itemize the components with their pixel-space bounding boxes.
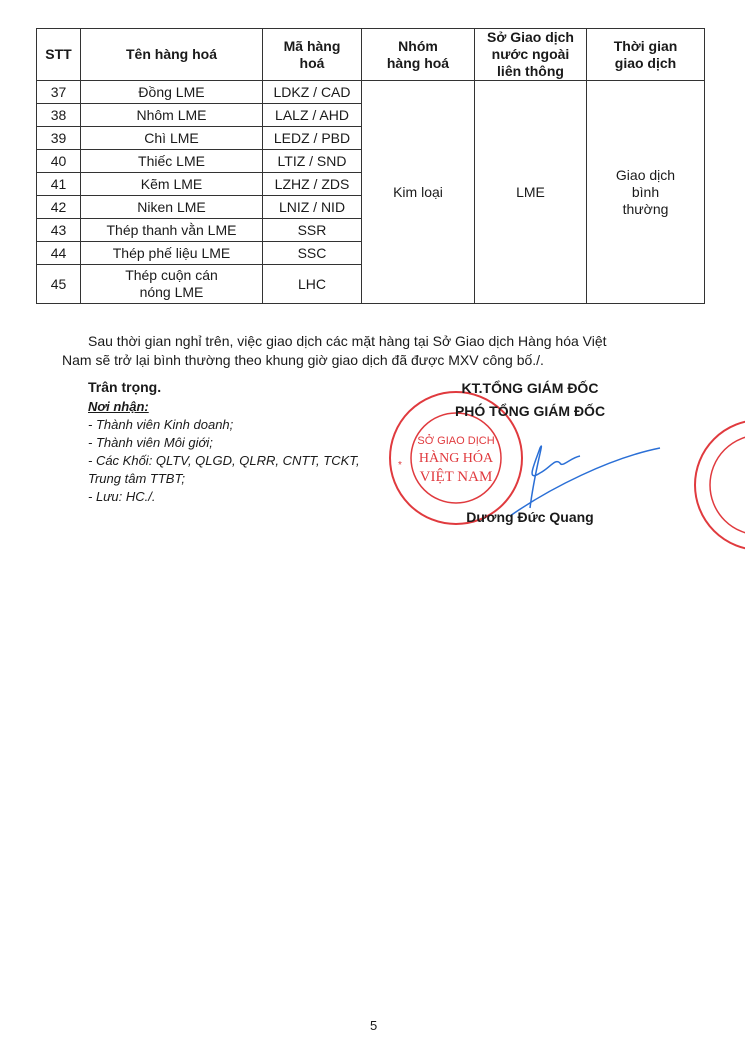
cell-code: LDKZ / CAD (263, 81, 362, 104)
header-code: Mã hàng hoá (263, 29, 362, 81)
recipient: Trung tâm TTBT; (88, 471, 186, 486)
svg-text:*: * (398, 460, 402, 471)
body-paragraph-line1: Sau thời gian nghỉ trên, việc giao dịch các mặt hàng tại Sở Giao dịch Hàng hóa Việt (88, 333, 607, 349)
signature-block (430, 380, 630, 525)
page-number: 5 (370, 1018, 378, 1033)
cell-stt: 37 (37, 81, 81, 104)
cell-name: Thép cuộn cán nóng LME (81, 265, 263, 304)
cell-stt: 44 (37, 242, 81, 265)
cell-code: LZHZ / ZDS (263, 173, 362, 196)
table-row (37, 81, 705, 104)
cell-name: Niken LME (81, 196, 263, 219)
regards: Trân trọng. (88, 379, 162, 395)
recipient: - Lưu: HC./. (88, 489, 156, 504)
cell-code: SSC (263, 242, 362, 265)
recipient: - Thành viên Kinh doanh; (88, 417, 234, 432)
cell-name: Đồng LME (81, 81, 263, 104)
cell-stt: 43 (37, 219, 81, 242)
header-group: Nhóm hàng hoá (362, 29, 475, 81)
cell-exchange: LME (475, 81, 587, 304)
signer-name: Dương Đức Quang (466, 509, 594, 525)
cell-group: Kim loại (362, 81, 475, 304)
signature-title-2: PHÓ TỔNG GIÁM ĐỐC (454, 403, 606, 419)
recipient: - Các Khối: QLTV, QLGD, QLRR, CNTT, TCKT, (88, 453, 360, 468)
partial-stamp (690, 410, 745, 560)
cell-stt: 40 (37, 150, 81, 173)
body-paragraph-line2: Nam sẽ trở lại bình thường theo khung giờ giao dịch đã được MXV công bố./. (62, 352, 544, 368)
table-header (37, 29, 705, 81)
cell-stt: 39 (37, 127, 81, 150)
svg-text:HÀNG HÓA: HÀNG HÓA (418, 451, 494, 466)
svg-text:VIỆT NAM: VIỆT NAM (419, 469, 493, 485)
header-time: Thời gian giao dịch (587, 29, 705, 81)
cell-stt: 41 (37, 173, 81, 196)
cell-stt: 38 (37, 104, 81, 127)
svg-text:SỞ GIAO DỊCH: SỞ GIAO DỊCH (417, 435, 495, 447)
recipients-block (88, 378, 360, 506)
cell-code: LEDZ / PBD (263, 127, 362, 150)
recipient: - Thành viên Môi giới; (88, 435, 213, 450)
cell-name: Kẽm LME (81, 173, 263, 196)
cell-stt: 45 (37, 265, 81, 304)
cell-name: Thiếc LME (81, 150, 263, 173)
cell-code: LALZ / AHD (263, 104, 362, 127)
cell-stt: 42 (37, 196, 81, 219)
cell-name: Chì LME (81, 127, 263, 150)
header-name: Tên hàng hoá (81, 29, 263, 81)
header-stt: STT (37, 29, 81, 81)
cell-name: Nhôm LME (81, 104, 263, 127)
cell-code: SSR (263, 219, 362, 242)
header-exchange: Sở Giao dịch nước ngoài liên thông (475, 29, 587, 81)
cell-code: LTIZ / SND (263, 150, 362, 173)
commodity-table (36, 28, 705, 304)
cell-code: LHC (263, 265, 362, 304)
cell-name: Thép thanh vằn LME (81, 219, 263, 242)
cell-name: Thép phế liệu LME (81, 242, 263, 265)
cell-time: Giao dịch bình thường (587, 81, 705, 304)
signature-title-1: KT.TỔNG GIÁM ĐỐC (461, 380, 599, 396)
cell-code: LNIZ / NID (263, 196, 362, 219)
recipients-label: Nơi nhận: (88, 399, 149, 414)
